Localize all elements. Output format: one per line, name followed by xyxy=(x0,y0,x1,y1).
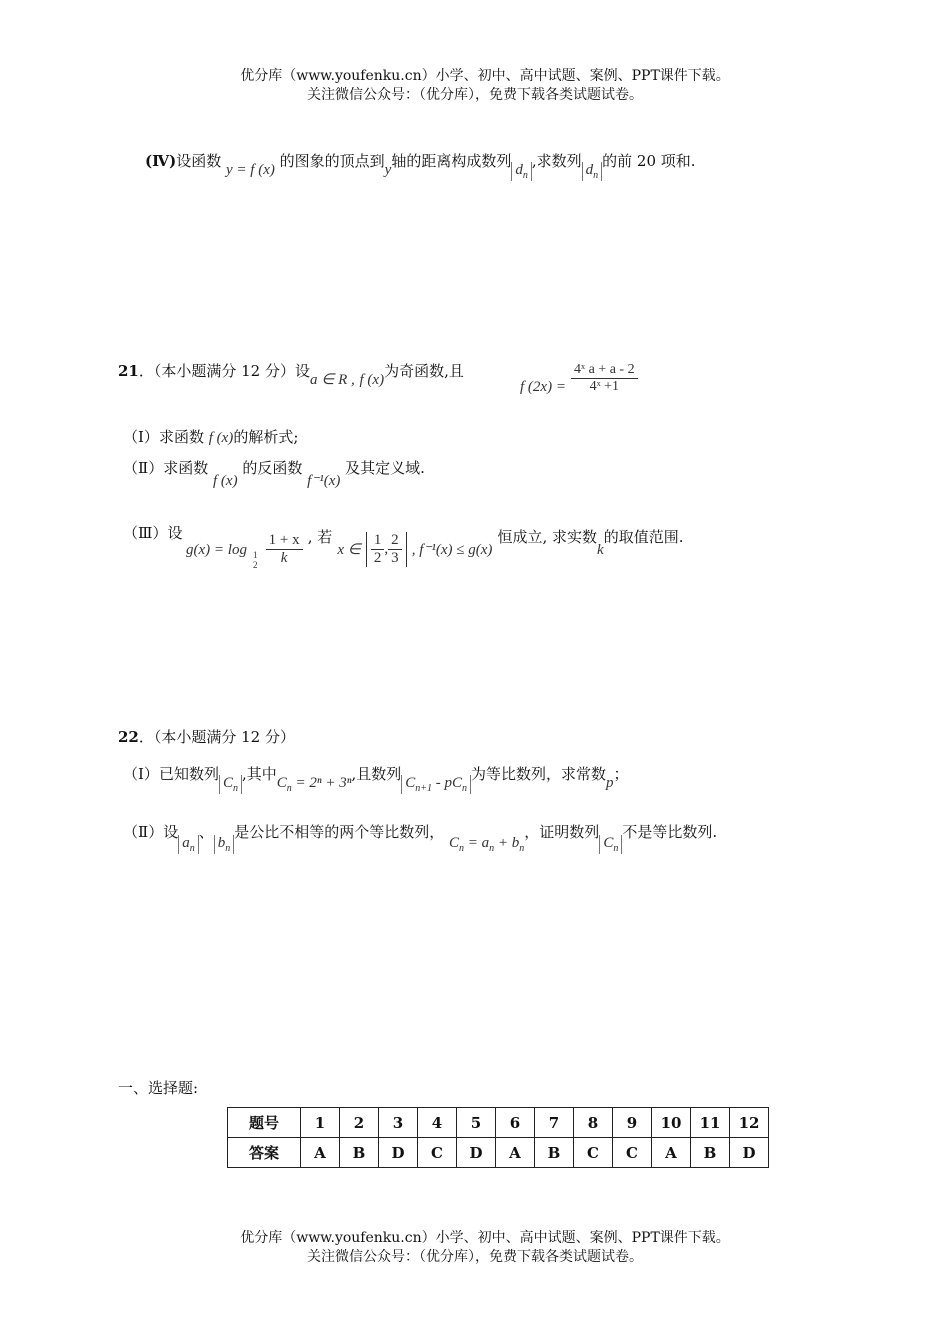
q21-f2x: f (2x) = xyxy=(520,379,566,395)
q20-function: y = f (x) xyxy=(226,162,275,178)
answer-number: 9 xyxy=(613,1108,652,1138)
q22-seq-cn-2: $C_n$ xyxy=(599,835,622,854)
answer-choice: C xyxy=(574,1138,613,1168)
footer-line-2: 关注微信公众号：（优分库），免费下载各类试题试卷。 xyxy=(307,1249,643,1265)
q22-separator: 、 xyxy=(198,823,214,841)
q22-part1-text3: ,且数列 xyxy=(351,765,402,783)
q22-seq-diff: $C_{n+1} - pC_n$ xyxy=(401,775,471,794)
q21-g-def: g(x) = log xyxy=(186,542,247,558)
q21-numerator: 4ˣ a + a - 2 xyxy=(571,362,638,379)
answer-choice: A xyxy=(496,1138,535,1168)
answer-choice: D xyxy=(730,1138,769,1168)
answer-choice: C xyxy=(418,1138,457,1168)
q21-odd-text: 为奇函数,且 xyxy=(384,362,464,380)
q22-part1-text2: ,其中 xyxy=(241,765,277,783)
answer-number: 6 xyxy=(496,1108,535,1138)
q22-p: p xyxy=(606,775,614,791)
q22-part1 xyxy=(123,763,629,794)
q22-cn-formula: $C_n = 2^n + 3^n$ xyxy=(276,775,352,794)
q22-stem xyxy=(118,726,295,747)
answer-choice: A xyxy=(301,1138,340,1168)
q21-k: k xyxy=(597,542,604,558)
answer-table-header-number: 题号 xyxy=(228,1108,301,1138)
q21-intro: ．（本小题满分 12 分）设 xyxy=(138,362,310,380)
q21-part3-text2: , 若 xyxy=(307,528,333,546)
q21-part3-label: （Ⅲ） xyxy=(123,524,168,542)
q21-inequality: , f⁻¹(x) ≤ g(x) xyxy=(411,542,493,558)
q20-part4-text3: 轴的距离构成数列 xyxy=(391,152,512,170)
q21-part1-label: （Ⅰ） xyxy=(123,428,159,446)
header-line-2: 关注微信公众号：（优分库），免费下载各类试题试卷。 xyxy=(307,87,643,103)
q21-part3-text4: 的取值范围. xyxy=(603,528,684,546)
q21-stem xyxy=(118,360,464,388)
q22-part2-text3: ，证明数列 xyxy=(524,823,600,841)
q21-part2-text1: 求函数 xyxy=(163,459,209,477)
q21-part3 xyxy=(123,522,182,572)
q21-log-base: 1 2 xyxy=(253,549,258,570)
q20-sequence-dn: $d_n$ xyxy=(511,162,532,181)
answer-choice: A xyxy=(652,1138,691,1168)
q20-part4-label: (Ⅳ) xyxy=(145,152,177,170)
answer-choice: B xyxy=(691,1138,730,1168)
q22-part2-label: （Ⅱ） xyxy=(123,823,164,841)
answer-number: 5 xyxy=(457,1108,496,1138)
answer-choice: B xyxy=(340,1138,379,1168)
q21-part3-math xyxy=(186,520,684,570)
q21-part1 xyxy=(123,426,298,447)
q22-part2-text1: 设 xyxy=(163,823,179,841)
q22-number: 22 xyxy=(118,728,139,746)
q21-fraction xyxy=(571,362,638,395)
q20-part4-text2: 的图象的顶点到 xyxy=(279,152,385,170)
answer-choice: D xyxy=(457,1138,496,1168)
q21-part3-text3: 恒成立, 求实数 xyxy=(497,528,598,546)
q21-part2-finv: f⁻¹(x) xyxy=(307,473,341,489)
q21-part1-fx: f (x) xyxy=(208,430,234,446)
answer-table-header-answer: 答案 xyxy=(228,1138,301,1168)
q21-fx: f (x) xyxy=(359,372,385,388)
answer-number: 4 xyxy=(418,1108,457,1138)
q21-a-in-R: a ∈ R , xyxy=(310,372,355,388)
q20-part4-text1: 设函数 xyxy=(176,152,222,170)
q22-seq-an: $a_n$ xyxy=(178,835,199,854)
header-line-1: 优分库（www.youfenku.cn）小学、初中、高中试题、案例、PPT课件下载。 xyxy=(240,68,730,84)
answer-number: 12 xyxy=(730,1108,769,1138)
q20-part4-text5: 的前 20 项和. xyxy=(602,152,696,170)
q22-part1-label: （Ⅰ） xyxy=(123,765,159,783)
answers-section-title: 一、选择题: xyxy=(118,1079,199,1097)
answer-choice: B xyxy=(535,1138,574,1168)
answer-number: 10 xyxy=(652,1108,691,1138)
q21-part3-text1: 设 xyxy=(167,524,183,542)
answer-number: 11 xyxy=(691,1108,730,1138)
q21-part2-label: （Ⅱ） xyxy=(123,459,164,477)
q22-seq-bn: $b_n$ xyxy=(214,835,235,854)
q21-part1-text2: 的解析式; xyxy=(233,428,299,446)
answer-number: 7 xyxy=(535,1108,574,1138)
footer-line-1: 优分库（www.youfenku.cn）小学、初中、高中试题、案例、PPT课件下载。 xyxy=(240,1230,730,1246)
q20-part4 xyxy=(145,150,696,181)
q22-part2 xyxy=(123,821,718,854)
answer-number: 3 xyxy=(379,1108,418,1138)
q22-cn-sum: $C_n = a_n + b_n$ xyxy=(449,835,525,854)
q21-part2-text2: 的反函数 xyxy=(242,459,303,477)
q20-sequence-dn-2: $d_n$ xyxy=(582,162,603,181)
q21-definition xyxy=(520,362,638,395)
q22-seq-cn: $C_n$ xyxy=(219,775,242,794)
q22-part2-text2: 是公比不相等的两个等比数列， xyxy=(234,823,445,841)
q21-x-in: x ∈ xyxy=(337,542,361,558)
answer-table xyxy=(227,1107,769,1168)
answer-choice: C xyxy=(613,1138,652,1168)
q21-part2-text3: 及其定义域. xyxy=(345,459,425,477)
q22-intro: ．（本小题满分 12 分） xyxy=(138,728,295,746)
q21-interval: $\frac{1}{2}$ , $\frac{2}{3}$ xyxy=(366,532,407,567)
answer-number: 8 xyxy=(574,1108,613,1138)
answer-table-row-numbers xyxy=(228,1108,769,1138)
q21-number: 21 xyxy=(118,362,139,380)
q21-denominator: 4ˣ +1 xyxy=(589,379,620,394)
answer-choice: D xyxy=(379,1138,418,1168)
q22-part2-text4: 不是等比数列. xyxy=(622,823,718,841)
q20-part4-text4: ,求数列 xyxy=(531,152,582,170)
answer-number: 1 xyxy=(301,1108,340,1138)
q22-part1-text4: 为等比数列，求常数 xyxy=(471,765,607,783)
q21-part1-text1: 求函数 xyxy=(158,428,204,446)
q21-part2-fx: f (x) xyxy=(213,473,238,489)
q20-y-axis: y xyxy=(384,162,392,178)
q21-log-arg: $\frac{1 + x}{k}$ xyxy=(266,532,303,567)
answer-number: 2 xyxy=(340,1108,379,1138)
q22-part1-text1: 已知数列 xyxy=(158,765,219,783)
q21-part2 xyxy=(123,457,425,489)
q22-part1-text5: ； xyxy=(613,765,629,783)
answer-table-row-choices xyxy=(228,1138,769,1168)
